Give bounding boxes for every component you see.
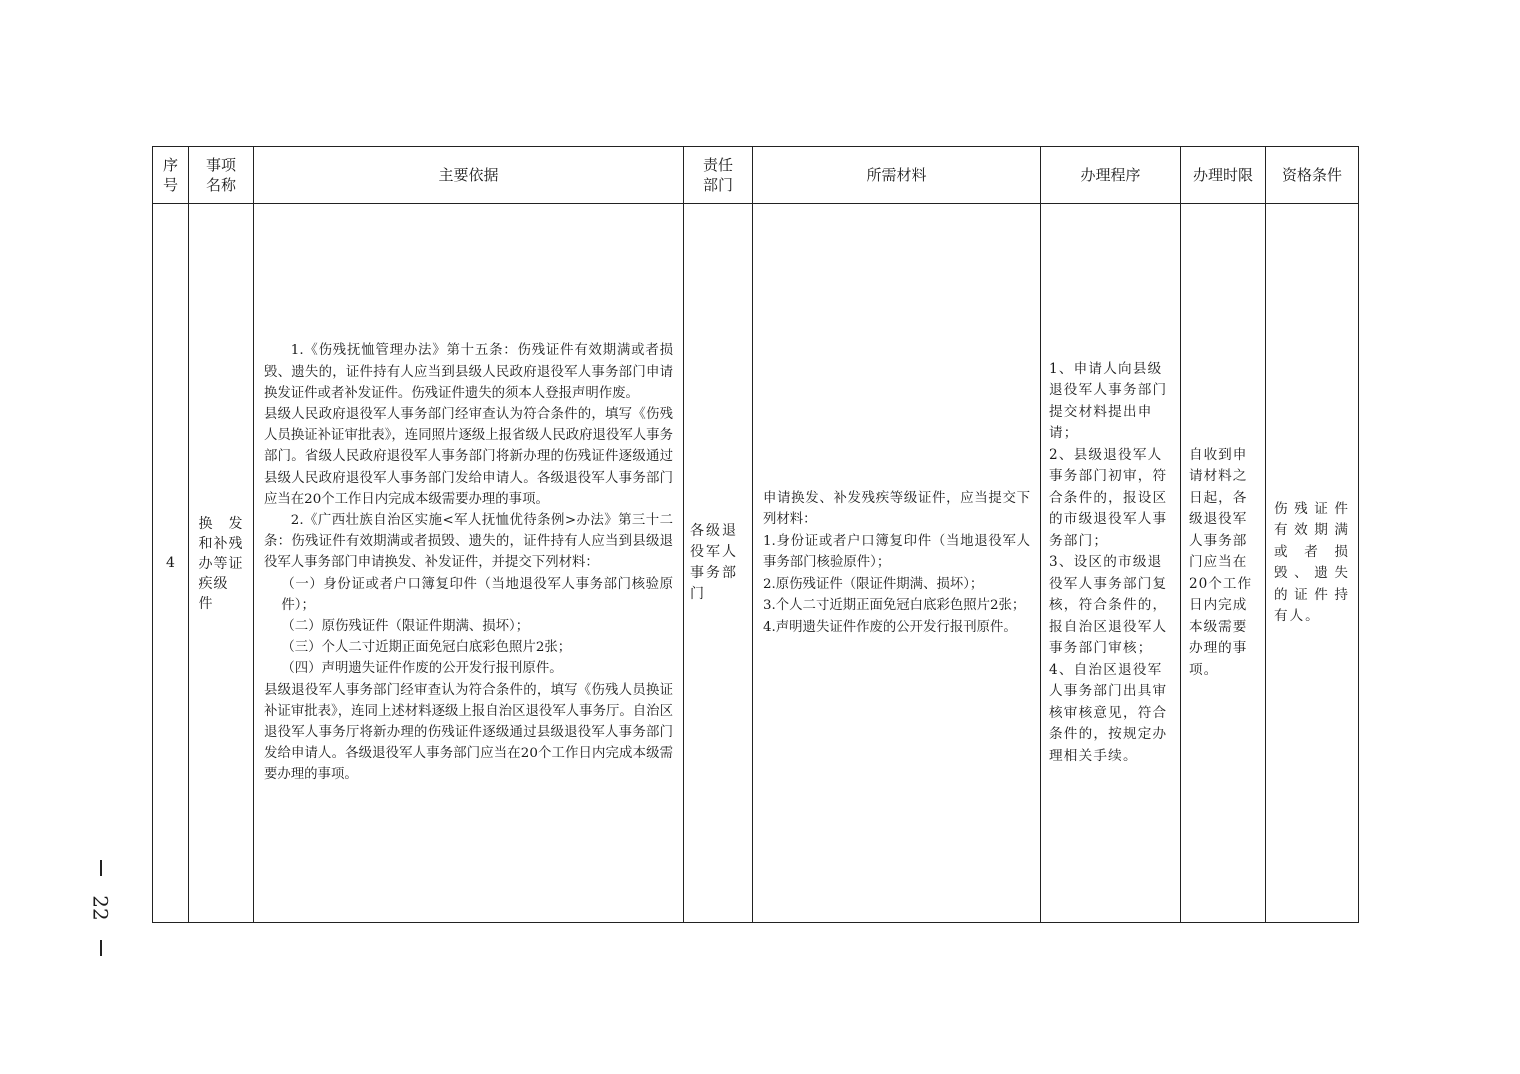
item-name-line: 和补残 [198,535,244,552]
row-materials [753,204,1041,923]
header-time-limit: 办理时限 [1181,147,1266,204]
dept-text: 各级退役军人事务部门 [690,523,738,602]
header-seq: 序号 [153,147,189,204]
materials-text [763,488,1030,639]
header-row [153,147,1359,204]
page-number [86,860,116,956]
basis-paragraph: 县级人民政府退役军人事务部门经审查认为符合条件的，填写《伤残人员换证补证审批表》，连同照片逐级上报省级人民政府退役军人事务部门。省级人民政府退役军人事务部门将新办理的伤残证件逐级通过县级人民政府退役军人事务部门发给申请人。各级退役军人事务部门应当在20个工作日内完成本级需要办理的事项。 [264,406,673,507]
page-number-dash [100,940,101,956]
header-materials: 所需材料 [753,147,1041,204]
time-limit-text: 自收到申请材料之日起，各级退役军人事务部门应当在20个工作日内完成本级需要办理的事项。 [1189,446,1253,678]
item-name-line: 换 发 [198,515,244,532]
header-procedure: 办理程序 [1041,147,1181,204]
row-qualification [1266,204,1359,923]
basis-paragraph: （一）身份证或者户口簿复印件（当地退役军人事务部门核验原件）； [281,576,673,613]
basis-paragraph: 县级退役军人事务部门经审查认为符合条件的，填写《伤残人员换证补证审批表》，连同上述材料逐级上报自治区退役军人事务厅。自治区退役军人事务厅将新办理的伤残证件逐级通过县级退役军人事务部门发给申请人。各级退役军人事务部门应当在20个工作日内完成本级需要办理的事项。 [264,682,673,783]
procedure-step: 3、设区的市级退役军人事务部门复核，符合条件的，报自治区退役军人事务部门审核； [1049,554,1168,657]
row-dept [684,204,753,923]
basis-paragraph: （四）声明遗失证件作废的公开发行报刊原件。 [281,661,563,677]
item-name-text [199,514,244,614]
row-seq: 4 [153,204,189,923]
header-basis: 主要依据 [254,147,684,204]
basis-paragraph: （三）个人二寸近期正面免冠白底彩色照片2张； [281,640,572,656]
qualification-text: 伤残证件有效期满或者损毁、遗失的证件持有人。 [1274,500,1350,624]
table-row [153,204,1359,923]
materials-item: 申请换发、补发残疾等级证件，应当提交下列材料： [763,490,1030,528]
materials-item: 2.原伤残证件（限证件期满、损坏）； [763,576,984,592]
row-basis [254,204,684,923]
page-number-text: 22 [88,895,113,921]
materials-item: 1.身份证或者户口簿复印件（当地退役军人事务部门核验原件）； [763,533,1030,571]
item-name-line: 疾级 [198,575,229,592]
header-dept: 责任部门 [684,147,753,204]
header-item-name: 事项名称 [189,147,254,204]
procedure-text [1049,359,1172,768]
row-procedure [1041,204,1181,923]
row-item-name [189,204,254,923]
materials-item: 3.个人二寸近期正面免冠白底彩色照片2张； [763,598,1026,614]
basis-text [264,340,673,785]
materials-item: 4.声明遗失证件作废的公开发行报刊原件。 [763,619,1017,635]
service-items-table [152,146,1359,923]
item-name-line: 件 [198,595,214,612]
row-time-limit [1181,204,1266,923]
procedure-step: 2、县级退役军人事务部门初审，符合条件的，报设区的市级退役军人事务部门； [1049,446,1168,549]
basis-paragraph: 2.《广西壮族自治区实施<军人抚恤优待条例>办法》第三十二条：伤残证件有效期满或者损毁、遗失的，证件持有人应当到县级退役军人事务部门申请换发、补发证件，并提交下列材料： [264,512,673,571]
page-number-dash [100,860,101,876]
basis-paragraph: （二）原伤残证件（限证件期满、损坏）； [281,619,530,634]
procedure-step: 1、申请人向县级退役军人事务部门提交材料提出申请； [1049,360,1168,442]
procedure-step: 4、自治区退役军人事务部门出具审核审核意见，符合条件的，按规定办理相关手续。 [1049,661,1168,764]
item-name-line: 办等证 [198,555,244,572]
header-qualification: 资格条件 [1266,147,1359,204]
basis-paragraph: 1.《伤残抚恤管理办法》第十五条：伤残证件有效期满或者损毁、遗失的，证件持有人应当到县级人民政府退役军人事务部门申请换发证件或者补发证件。伤残证件遗失的须本人登报声明作废。 [264,343,673,401]
